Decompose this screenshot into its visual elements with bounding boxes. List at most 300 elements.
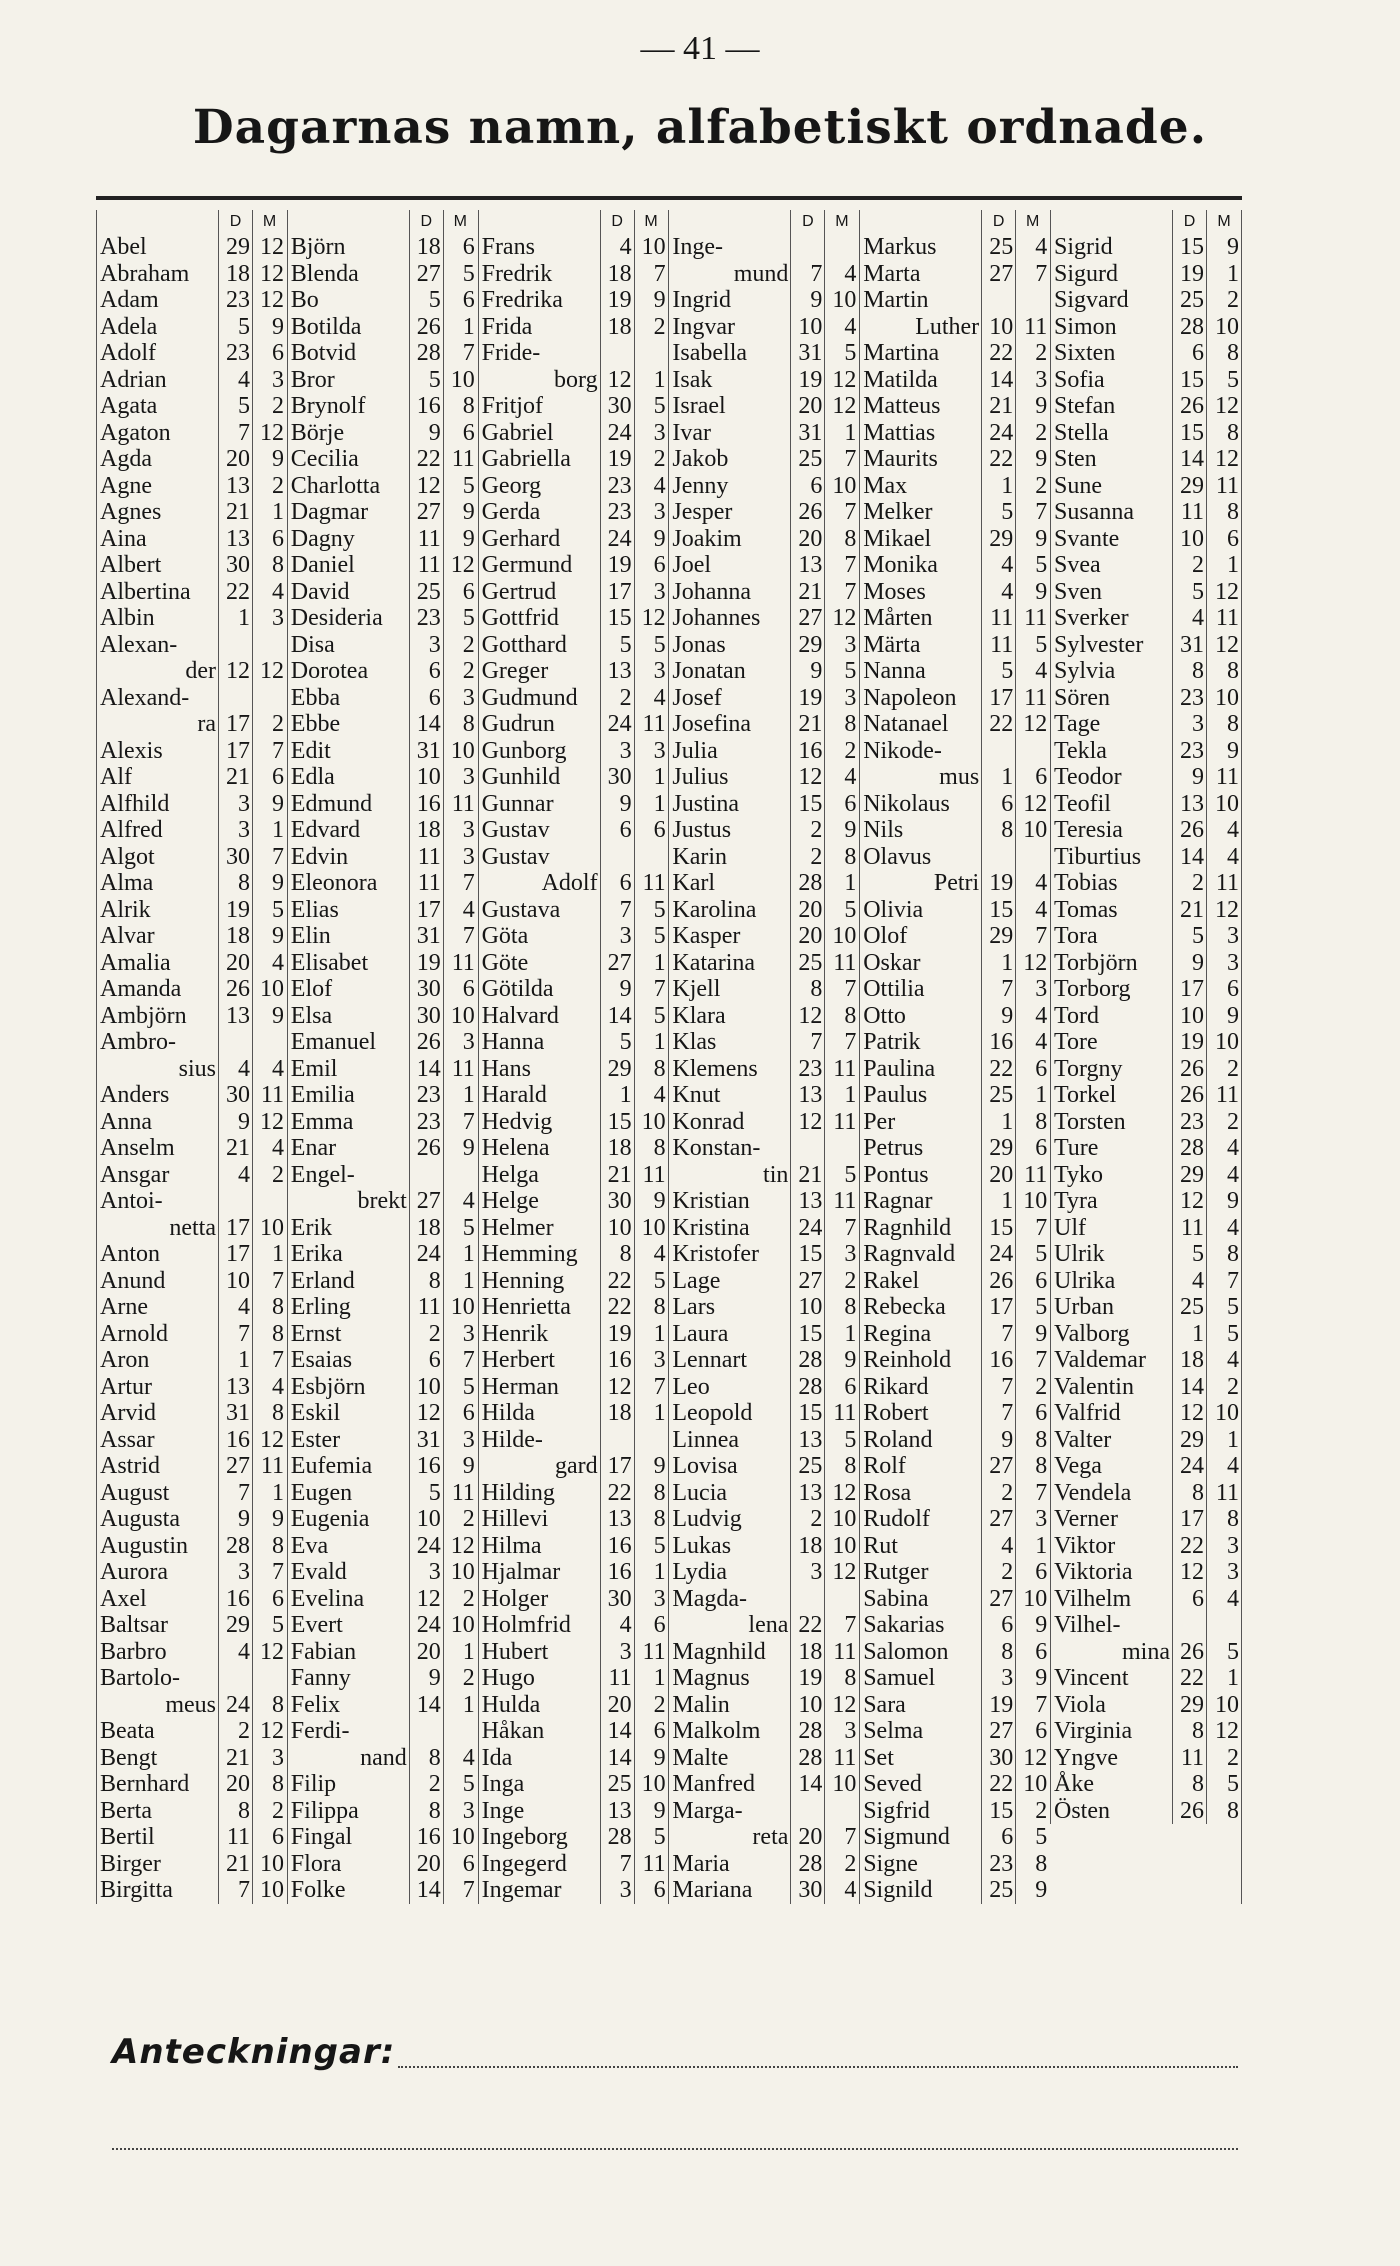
- day-cell: 3: [218, 791, 252, 818]
- month-cell: 12: [824, 393, 858, 420]
- day-cell: 8: [409, 1798, 443, 1825]
- column-header: [668, 210, 859, 234]
- name-cell: Simon: [1050, 314, 1172, 341]
- name-row: [668, 1109, 859, 1136]
- day-cell: [981, 738, 1015, 765]
- day-cell: 1: [218, 1347, 252, 1374]
- day-cell: 23: [1172, 685, 1206, 712]
- month-cell: 12: [252, 420, 286, 447]
- name-cell: Gudmund: [478, 685, 600, 712]
- day-cell: 22: [981, 340, 1015, 367]
- name-row: [668, 1215, 859, 1242]
- month-cell: 8: [634, 1294, 668, 1321]
- name-cell: Tyko: [1050, 1162, 1172, 1189]
- day-cell: 13: [790, 1082, 824, 1109]
- name-cell: Signe: [859, 1851, 981, 1878]
- day-cell: 14: [1172, 1374, 1206, 1401]
- name-cell: Dagmar: [287, 499, 409, 526]
- name-row: [287, 764, 478, 791]
- day-cell: 25: [790, 446, 824, 473]
- name-cell: Lars: [668, 1294, 790, 1321]
- name-row: [668, 1374, 859, 1401]
- name-row: [96, 1135, 287, 1162]
- name-cell: Klara: [668, 1003, 790, 1030]
- name-row: [287, 367, 478, 394]
- header-day: D: [790, 210, 824, 234]
- name-cell: Kasper: [668, 923, 790, 950]
- month-cell: 9: [1015, 526, 1049, 553]
- month-cell: 4: [634, 1241, 668, 1268]
- day-cell: 9: [1172, 764, 1206, 791]
- name-row: [287, 1109, 478, 1136]
- name-cell: Adrian: [96, 367, 218, 394]
- name-row: [859, 1162, 1050, 1189]
- page-title: Dagarnas namn, alfabetiskt ordnade.: [192, 100, 1208, 155]
- column-header: [96, 210, 287, 234]
- name-row: [478, 844, 669, 871]
- month-cell: 5: [634, 897, 668, 924]
- name-row: [859, 1798, 1050, 1825]
- header-day: D: [981, 210, 1015, 234]
- name-cell: Anders: [96, 1082, 218, 1109]
- day-cell: 28: [790, 1374, 824, 1401]
- name-cell: Rolf: [859, 1453, 981, 1480]
- name-row: [478, 446, 669, 473]
- day-cell: 27: [790, 1268, 824, 1295]
- month-cell: 7: [634, 1374, 668, 1401]
- day-cell: 26: [409, 1029, 443, 1056]
- name-cell: Max: [859, 473, 981, 500]
- day-cell: 14: [981, 367, 1015, 394]
- day-cell: 16: [600, 1347, 634, 1374]
- name-cell: Sabina: [859, 1586, 981, 1613]
- day-cell: 2: [1172, 870, 1206, 897]
- day-cell: 3: [218, 817, 252, 844]
- day-cell: 11: [409, 844, 443, 871]
- name-cell: Fingal: [287, 1824, 409, 1851]
- name-cell: Georg: [478, 473, 600, 500]
- name-row: [668, 314, 859, 341]
- day-cell: 8: [981, 817, 1015, 844]
- day-cell: 25: [790, 950, 824, 977]
- name-row: [859, 314, 1050, 341]
- name-row: [96, 314, 287, 341]
- month-cell: 10: [634, 1109, 668, 1136]
- month-cell: 7: [443, 1109, 477, 1136]
- name-cell: Gertrud: [478, 579, 600, 606]
- name-cell: Viktor: [1050, 1533, 1172, 1560]
- day-cell: 25: [790, 1453, 824, 1480]
- name-cell: Frida: [478, 314, 600, 341]
- name-cell: Berta: [96, 1798, 218, 1825]
- name-cell: Götilda: [478, 976, 600, 1003]
- month-cell: 9: [1206, 1003, 1241, 1030]
- name-row: [96, 1400, 287, 1427]
- name-cell: Adolf: [478, 870, 600, 897]
- month-cell: 5: [443, 473, 477, 500]
- month-cell: 3: [443, 764, 477, 791]
- month-cell: 6: [634, 552, 668, 579]
- day-cell: [790, 1798, 824, 1825]
- month-cell: 4: [1015, 870, 1049, 897]
- name-row: [287, 1692, 478, 1719]
- name-cell: Algot: [96, 844, 218, 871]
- day-cell: 26: [1172, 1082, 1206, 1109]
- month-cell: 5: [443, 1771, 477, 1798]
- month-cell: 8: [1206, 340, 1241, 367]
- name-row: [859, 685, 1050, 712]
- name-cell: Aron: [96, 1347, 218, 1374]
- month-cell: 4: [824, 314, 858, 341]
- day-cell: 17: [409, 897, 443, 924]
- day-cell: 11: [600, 1665, 634, 1692]
- name-cell: Lukas: [668, 1533, 790, 1560]
- name-row: [668, 1188, 859, 1215]
- day-cell: 10: [981, 314, 1015, 341]
- day-cell: 19: [790, 685, 824, 712]
- day-cell: [409, 1162, 443, 1189]
- name-row: [1050, 1692, 1241, 1719]
- name-row: [859, 1745, 1050, 1772]
- month-cell: 1: [634, 950, 668, 977]
- name-cell: Oskar: [859, 950, 981, 977]
- name-row: [478, 1056, 669, 1083]
- name-row: [1050, 1559, 1241, 1586]
- day-cell: 27: [409, 1188, 443, 1215]
- day-cell: 9: [981, 1427, 1015, 1454]
- day-cell: 22: [981, 711, 1015, 738]
- month-cell: 6: [1015, 1268, 1049, 1295]
- name-cell: Alma: [96, 870, 218, 897]
- name-row: [668, 526, 859, 553]
- name-row: [287, 1559, 478, 1586]
- day-cell: 30: [600, 1586, 634, 1613]
- name-cell: Sofia: [1050, 367, 1172, 394]
- month-cell: 1: [252, 1480, 286, 1507]
- name-cell: Seved: [859, 1771, 981, 1798]
- name-cell: Patrik: [859, 1029, 981, 1056]
- name-row: [859, 1480, 1050, 1507]
- name-cell: Olivia: [859, 897, 981, 924]
- month-cell: 12: [252, 1718, 286, 1745]
- name-row: [859, 446, 1050, 473]
- day-cell: 11: [1172, 1215, 1206, 1242]
- day-cell: 11: [981, 632, 1015, 659]
- name-cell: Torbjörn: [1050, 950, 1172, 977]
- day-cell: 9: [218, 1506, 252, 1533]
- month-cell: 7: [824, 579, 858, 606]
- name-cell: Natanael: [859, 711, 981, 738]
- name-cell: Rutger: [859, 1559, 981, 1586]
- month-cell: 11: [1206, 473, 1241, 500]
- month-cell: 5: [443, 605, 477, 632]
- day-cell: 18: [1172, 1347, 1206, 1374]
- name-row: [96, 1586, 287, 1613]
- month-cell: 11: [1015, 1162, 1049, 1189]
- name-cell: Alfhild: [96, 791, 218, 818]
- name-cell: Ebba: [287, 685, 409, 712]
- month-cell: 8: [1206, 658, 1241, 685]
- day-cell: 13: [1172, 791, 1206, 818]
- day-cell: 7: [218, 420, 252, 447]
- month-cell: 9: [634, 1188, 668, 1215]
- name-row: [668, 1162, 859, 1189]
- name-row: [287, 1480, 478, 1507]
- name-cell: Anselm: [96, 1135, 218, 1162]
- name-row: [859, 711, 1050, 738]
- month-cell: 10: [443, 1294, 477, 1321]
- month-cell: 2: [1015, 1798, 1049, 1825]
- month-cell: 4: [252, 579, 286, 606]
- name-column: [668, 210, 859, 1904]
- name-row: [287, 1347, 478, 1374]
- month-cell: 4: [634, 1082, 668, 1109]
- month-cell: 8: [252, 1771, 286, 1798]
- day-cell: 16: [981, 1029, 1015, 1056]
- day-cell: 31: [1172, 632, 1206, 659]
- month-cell: 8: [252, 1294, 286, 1321]
- month-cell: 8: [634, 1480, 668, 1507]
- month-cell: 3: [252, 367, 286, 394]
- month-cell: 3: [443, 1798, 477, 1825]
- day-cell: 23: [218, 287, 252, 314]
- name-row: [287, 1003, 478, 1030]
- name-cell: Nikolaus: [859, 791, 981, 818]
- day-cell: 15: [790, 1400, 824, 1427]
- name-row: [668, 367, 859, 394]
- name-row: [96, 1506, 287, 1533]
- month-cell: 10: [252, 1877, 286, 1904]
- name-row: [668, 261, 859, 288]
- name-cell: Elisabet: [287, 950, 409, 977]
- day-cell: 23: [790, 1056, 824, 1083]
- name-row: [478, 1559, 669, 1586]
- month-cell: 12: [824, 367, 858, 394]
- day-cell: 17: [218, 711, 252, 738]
- name-row: [96, 1268, 287, 1295]
- name-cell: Beata: [96, 1718, 218, 1745]
- name-cell: Matteus: [859, 393, 981, 420]
- name-row: [478, 287, 669, 314]
- name-cell: Mariana: [668, 1877, 790, 1904]
- name-cell: Knut: [668, 1082, 790, 1109]
- month-cell: 10: [1015, 1188, 1049, 1215]
- month-cell: 6: [443, 234, 477, 261]
- name-cell: Magnus: [668, 1665, 790, 1692]
- name-row: [859, 340, 1050, 367]
- name-cell: Hemming: [478, 1241, 600, 1268]
- name-row: [1050, 605, 1241, 632]
- name-cell: Sigfrid: [859, 1798, 981, 1825]
- month-cell: 10: [1206, 685, 1241, 712]
- day-cell: 31: [409, 923, 443, 950]
- day-cell: 12: [1172, 1559, 1206, 1586]
- name-cell: Klemens: [668, 1056, 790, 1083]
- name-row: [96, 1056, 287, 1083]
- day-cell: 15: [790, 791, 824, 818]
- name-row: [478, 1109, 669, 1136]
- header-name: [859, 210, 981, 234]
- name-cell: Vilhelm: [1050, 1586, 1172, 1613]
- day-cell: 28: [790, 1745, 824, 1772]
- day-cell: 8: [981, 1639, 1015, 1666]
- day-cell: 30: [600, 764, 634, 791]
- name-cell: Mårten: [859, 605, 981, 632]
- day-cell: 4: [600, 1612, 634, 1639]
- month-cell: 4: [1206, 1135, 1241, 1162]
- name-cell: Gunborg: [478, 738, 600, 765]
- name-row: [1050, 1003, 1241, 1030]
- day-cell: 24: [409, 1533, 443, 1560]
- name-cell: Sigrid: [1050, 234, 1172, 261]
- name-row: [287, 1321, 478, 1348]
- name-row: [287, 605, 478, 632]
- month-cell: 10: [443, 1003, 477, 1030]
- day-cell: 1: [981, 1109, 1015, 1136]
- month-cell: 5: [443, 1374, 477, 1401]
- month-cell: 4: [252, 1056, 286, 1083]
- name-cell: Rakel: [859, 1268, 981, 1295]
- day-cell: 16: [409, 1453, 443, 1480]
- month-cell: 7: [1015, 1692, 1049, 1719]
- name-row: [668, 605, 859, 632]
- day-cell: 15: [1172, 420, 1206, 447]
- name-cell: Paulus: [859, 1082, 981, 1109]
- name-row: [478, 1029, 669, 1056]
- name-cell: Ragnar: [859, 1188, 981, 1215]
- name-cell: Edit: [287, 738, 409, 765]
- day-cell: [790, 1586, 824, 1613]
- name-row: [287, 579, 478, 606]
- name-cell: Bertil: [96, 1824, 218, 1851]
- day-cell: 30: [981, 1745, 1015, 1772]
- name-cell: Signild: [859, 1877, 981, 1904]
- name-cell: Mattias: [859, 420, 981, 447]
- name-row: [859, 1029, 1050, 1056]
- month-cell: 3: [443, 685, 477, 712]
- month-cell: 12: [1206, 897, 1241, 924]
- name-row: [859, 1294, 1050, 1321]
- day-cell: 3: [409, 1559, 443, 1586]
- day-cell: [600, 340, 634, 367]
- day-cell: 25: [1172, 287, 1206, 314]
- month-cell: 8: [443, 711, 477, 738]
- name-cell: Brynolf: [287, 393, 409, 420]
- name-cell: Valentin: [1050, 1374, 1172, 1401]
- month-cell: 9: [634, 1745, 668, 1772]
- month-cell: 7: [634, 261, 668, 288]
- day-cell: 24: [600, 711, 634, 738]
- month-cell: 3: [1015, 367, 1049, 394]
- day-cell: 28: [790, 1851, 824, 1878]
- name-row: [859, 1109, 1050, 1136]
- name-row: [478, 1453, 669, 1480]
- name-cell: Nanna: [859, 658, 981, 685]
- month-cell: 11: [443, 446, 477, 473]
- day-cell: 7: [600, 1851, 634, 1878]
- name-row: [96, 1480, 287, 1507]
- month-cell: 1: [634, 1029, 668, 1056]
- day-cell: 7: [218, 1480, 252, 1507]
- name-cell: Susanna: [1050, 499, 1172, 526]
- name-cell: Hilda: [478, 1400, 600, 1427]
- name-row: [859, 1056, 1050, 1083]
- month-cell: 7: [443, 340, 477, 367]
- name-cell: Torkel: [1050, 1082, 1172, 1109]
- month-cell: [443, 1718, 477, 1745]
- name-cell: Napoleon: [859, 685, 981, 712]
- name-cell: Assar: [96, 1427, 218, 1454]
- name-row: [96, 1771, 287, 1798]
- name-cell: Malte: [668, 1745, 790, 1772]
- day-cell: 29: [1172, 473, 1206, 500]
- name-cell: Fritjof: [478, 393, 600, 420]
- name-cell: Jonatan: [668, 658, 790, 685]
- name-row: [859, 1877, 1050, 1904]
- month-cell: 9: [1015, 1612, 1049, 1639]
- month-cell: 8: [252, 552, 286, 579]
- month-cell: 11: [824, 950, 858, 977]
- month-cell: 4: [634, 685, 668, 712]
- name-row: [478, 897, 669, 924]
- name-cell: Elsa: [287, 1003, 409, 1030]
- day-cell: 3: [600, 738, 634, 765]
- name-row: [859, 473, 1050, 500]
- name-cell: Maurits: [859, 446, 981, 473]
- names-table: [96, 196, 1242, 1904]
- name-row: [96, 1162, 287, 1189]
- day-cell: 28: [1172, 314, 1206, 341]
- name-row: [859, 844, 1050, 871]
- name-cell: Edmund: [287, 791, 409, 818]
- month-cell: 3: [443, 1427, 477, 1454]
- day-cell: 29: [218, 1612, 252, 1639]
- name-row: [859, 1612, 1050, 1639]
- name-row: [859, 1771, 1050, 1798]
- name-cell: Gottfrid: [478, 605, 600, 632]
- day-cell: 20: [981, 1162, 1015, 1189]
- month-cell: 5: [1206, 1321, 1241, 1348]
- name-cell: Ingvar: [668, 314, 790, 341]
- day-cell: 16: [600, 1533, 634, 1560]
- name-row: [478, 1480, 669, 1507]
- name-column: [478, 210, 669, 1904]
- day-cell: 25: [1172, 1294, 1206, 1321]
- day-cell: 20: [790, 1824, 824, 1851]
- name-row: [668, 1056, 859, 1083]
- name-row: [1050, 1374, 1241, 1401]
- name-cell: Israel: [668, 393, 790, 420]
- name-row: [287, 1215, 478, 1242]
- month-cell: 2: [252, 473, 286, 500]
- name-cell: Paulina: [859, 1056, 981, 1083]
- day-cell: 4: [981, 552, 1015, 579]
- day-cell: 11: [1172, 499, 1206, 526]
- month-cell: 6: [1206, 526, 1241, 553]
- day-cell: 10: [600, 1215, 634, 1242]
- month-cell: 7: [252, 1268, 286, 1295]
- day-cell: 22: [1172, 1665, 1206, 1692]
- month-cell: 2: [634, 1692, 668, 1719]
- month-cell: [634, 844, 668, 871]
- name-cell: Vendela: [1050, 1480, 1172, 1507]
- name-row: [859, 1215, 1050, 1242]
- name-row: [478, 1135, 669, 1162]
- name-row: [96, 791, 287, 818]
- name-row: [478, 711, 669, 738]
- column-header: [287, 210, 478, 234]
- name-row: [96, 897, 287, 924]
